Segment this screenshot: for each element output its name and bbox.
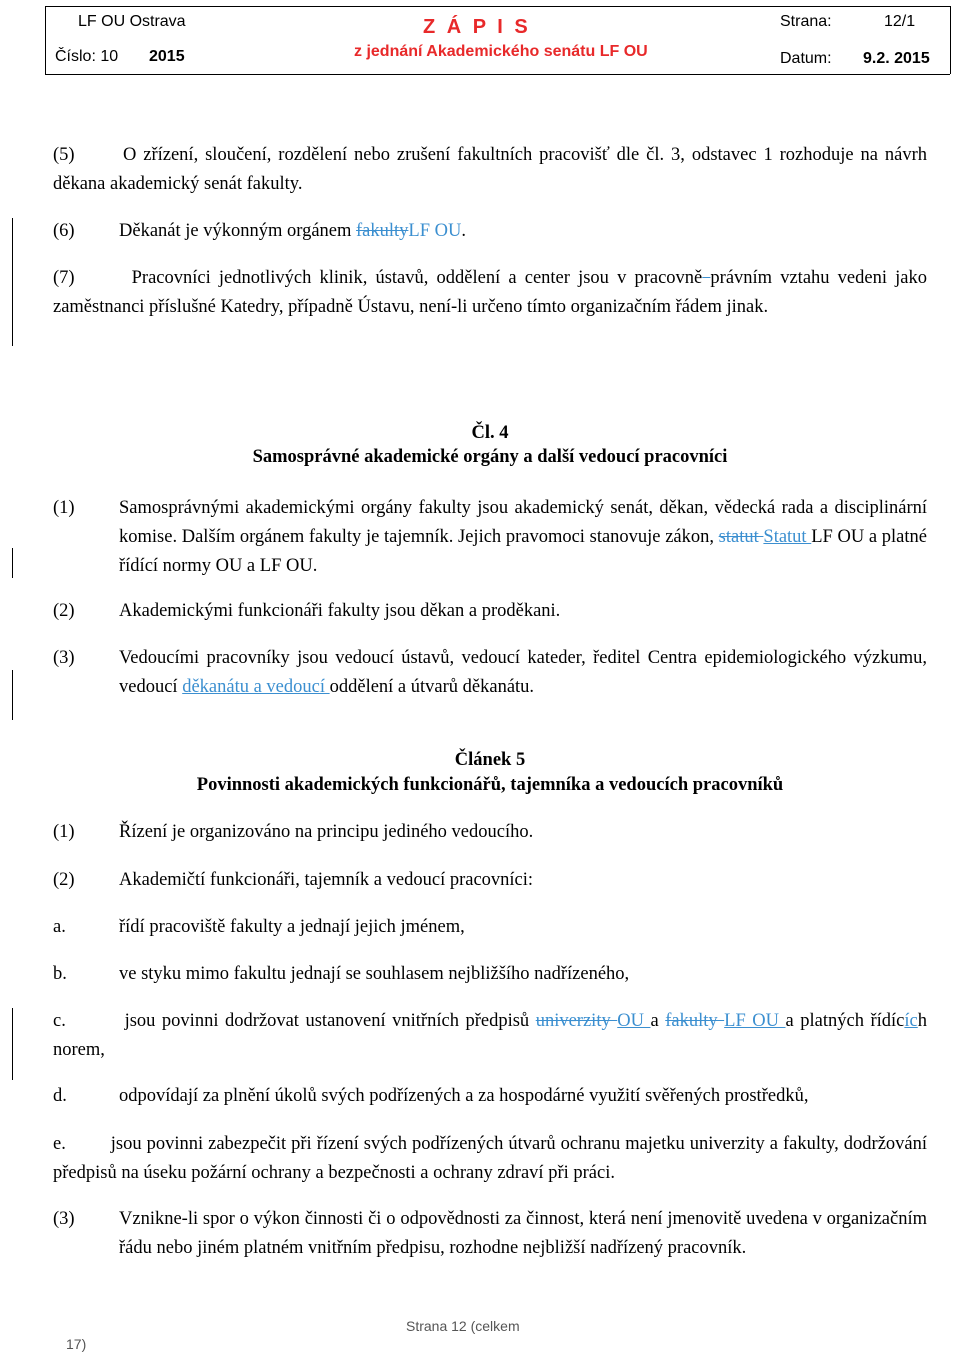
header-right-border bbox=[950, 6, 951, 74]
article-4-2-number: (2) bbox=[53, 601, 75, 621]
header-page-label: Strana: bbox=[780, 13, 832, 30]
item-letter: c. bbox=[53, 1011, 66, 1031]
header-subtitle: z jednání Akademického senátu LF OU bbox=[354, 43, 648, 60]
paragraph-6 bbox=[119, 217, 927, 246]
item-b: ve styku mimo fakultu jednají se souhlasem nejbližšího nadřízeného, bbox=[119, 964, 630, 984]
inserted-text: děkanátu a vedoucí bbox=[182, 677, 330, 697]
article-4-1 bbox=[119, 494, 927, 581]
paragraph-text: h norem, bbox=[53, 1011, 927, 1060]
paragraph-text: O zřízení, sloučení, rozdělení nebo zrušení fakultních pracovišť dle čl. 3, odstavec 1 rozhoduje na návrh děkana akademický senát fakulty. bbox=[53, 145, 928, 194]
header-bottom-line bbox=[45, 74, 950, 75]
change-bar bbox=[12, 670, 13, 720]
inserted-text: OU bbox=[617, 1011, 651, 1031]
article-5-3-number: (3) bbox=[53, 1209, 75, 1229]
article-4-3-number: (3) bbox=[53, 648, 75, 668]
change-bar bbox=[12, 218, 13, 346]
article-5-1-number: (1) bbox=[53, 822, 75, 842]
item-a: řídí pracoviště fakulty a jednají jejich jménem, bbox=[119, 917, 465, 937]
item-e bbox=[53, 1130, 927, 1188]
article-4-heading: Samosprávné akademické orgány a další vedoucí pracovníci bbox=[252, 447, 728, 467]
article-4-2: Akademickými funkcionáři fakulty jsou děkan a proděkani. bbox=[119, 601, 561, 621]
change-bar bbox=[12, 548, 13, 578]
inserted-text: LF OU bbox=[724, 1011, 786, 1031]
item-d-letter: d. bbox=[53, 1086, 67, 1106]
article-5-heading: Povinnosti akademických funkcionářů, tajemníka a vedoucích pracovníků bbox=[196, 775, 784, 795]
article-4-3 bbox=[119, 644, 927, 702]
change-bar bbox=[12, 1008, 13, 1080]
item-b-letter: b. bbox=[53, 964, 67, 984]
paragraph-text: Děkanát je výkonným orgánem bbox=[119, 221, 357, 241]
article-5-2: Akademičtí funkcionáři, tajemník a vedoucí pracovníci: bbox=[119, 870, 534, 890]
paragraph-end: . bbox=[461, 221, 466, 241]
article-4-title: Čl. 4 bbox=[471, 423, 509, 443]
deleted-text: univerzity bbox=[535, 1011, 618, 1031]
inserted-text: LF OU bbox=[408, 221, 462, 241]
paragraph-number: (7) bbox=[53, 268, 75, 288]
paragraph-text: oddělení a útvarů děkanátu. bbox=[329, 677, 535, 697]
paragraph-text: Pracovníci jednotlivých klinik, ústavů, oddělení a center jsou v pracovně bbox=[131, 268, 703, 288]
item-d: odpovídají za plnění úkolů svých podřízených a za hospodárné využití svěřených prostředků, bbox=[119, 1086, 809, 1106]
header-left-border bbox=[45, 6, 46, 74]
item-a-letter: a. bbox=[53, 917, 66, 937]
paragraph-text: a platných řídíc bbox=[785, 1011, 905, 1031]
deleted-text: statut bbox=[718, 527, 764, 547]
header-date-value: 9.2. 2015 bbox=[863, 50, 930, 67]
article-5-1: Řízení je organizováno na principu jediného vedoucího. bbox=[119, 822, 534, 842]
header-top-line bbox=[45, 6, 950, 7]
header-date-label: Datum: bbox=[780, 50, 832, 67]
paragraph-text: LF OU a platné řídící normy OU a LF OU. bbox=[119, 527, 927, 576]
article-4-1-number: (1) bbox=[53, 498, 75, 518]
paragraph-number: (5) bbox=[53, 145, 75, 165]
article-5-2-number: (2) bbox=[53, 870, 75, 890]
inserted-text: Statut bbox=[763, 527, 812, 547]
footer-page: Strana 12 (celkem bbox=[406, 1318, 520, 1334]
header-number: Číslo: 10 bbox=[55, 48, 119, 65]
paragraph-text: Vedoucími pracovníky jsou vedoucí ústavů, vedoucí kateder, ředitel Centra epidemiologického výzkumu, vedoucí bbox=[119, 648, 927, 697]
article-5-3: Vznikne-li spor o výkon činnosti či o odpovědnosti za činnost, která není jmenovitě uvedena v organizačním řádu nebo jiném platném vnitřním předpisu, rozhodne nejbližší nadřízený pracovník. bbox=[119, 1209, 927, 1258]
deleted-text: fakulty bbox=[356, 221, 409, 241]
paragraph-text: a bbox=[650, 1011, 666, 1031]
paragraph-6-number: (6) bbox=[53, 221, 75, 241]
paragraph-7 bbox=[53, 264, 927, 322]
article-5-title: Článek 5 bbox=[454, 750, 526, 770]
header-title: Z Á P I S bbox=[423, 16, 531, 38]
paragraph-text: jsou povinni zabezpečit při řízení svých podřízených útvarů ochranu majetku univerzity a fakulty, dodržování předpisů na úseku požární ochrany a bezpečnosti a ochrany zdraví při práci. bbox=[53, 1134, 928, 1183]
item-letter: e. bbox=[53, 1134, 66, 1154]
item-c bbox=[53, 1007, 927, 1065]
deleted-text: fakulty bbox=[665, 1011, 725, 1031]
paragraph-5 bbox=[53, 141, 927, 199]
footer-total: 17) bbox=[66, 1336, 87, 1352]
header-year: 2015 bbox=[149, 48, 185, 65]
paragraph-text: jsou povinni dodržovat ustanovení vnitřních předpisů bbox=[124, 1011, 536, 1031]
header-page-value: 12/1 bbox=[884, 13, 916, 30]
inserted-text: íc bbox=[904, 1011, 918, 1031]
paragraph-text: Samosprávnými akademickými orgány fakulty jsou akademický senát, děkan, vědecká rada a disciplinární komise. Dalším orgánem fakulty je tajemník. Jejich pravomoci stanovuje zákon, bbox=[119, 498, 927, 547]
paragraph-text: právním vztahu vedeni jako zaměstnanci příslušné Katedry, případně Ústavu, není-li určeno tímto organizačním řádem jinak. bbox=[53, 268, 927, 317]
header-faculty: LF OU Ostrava bbox=[78, 13, 186, 30]
